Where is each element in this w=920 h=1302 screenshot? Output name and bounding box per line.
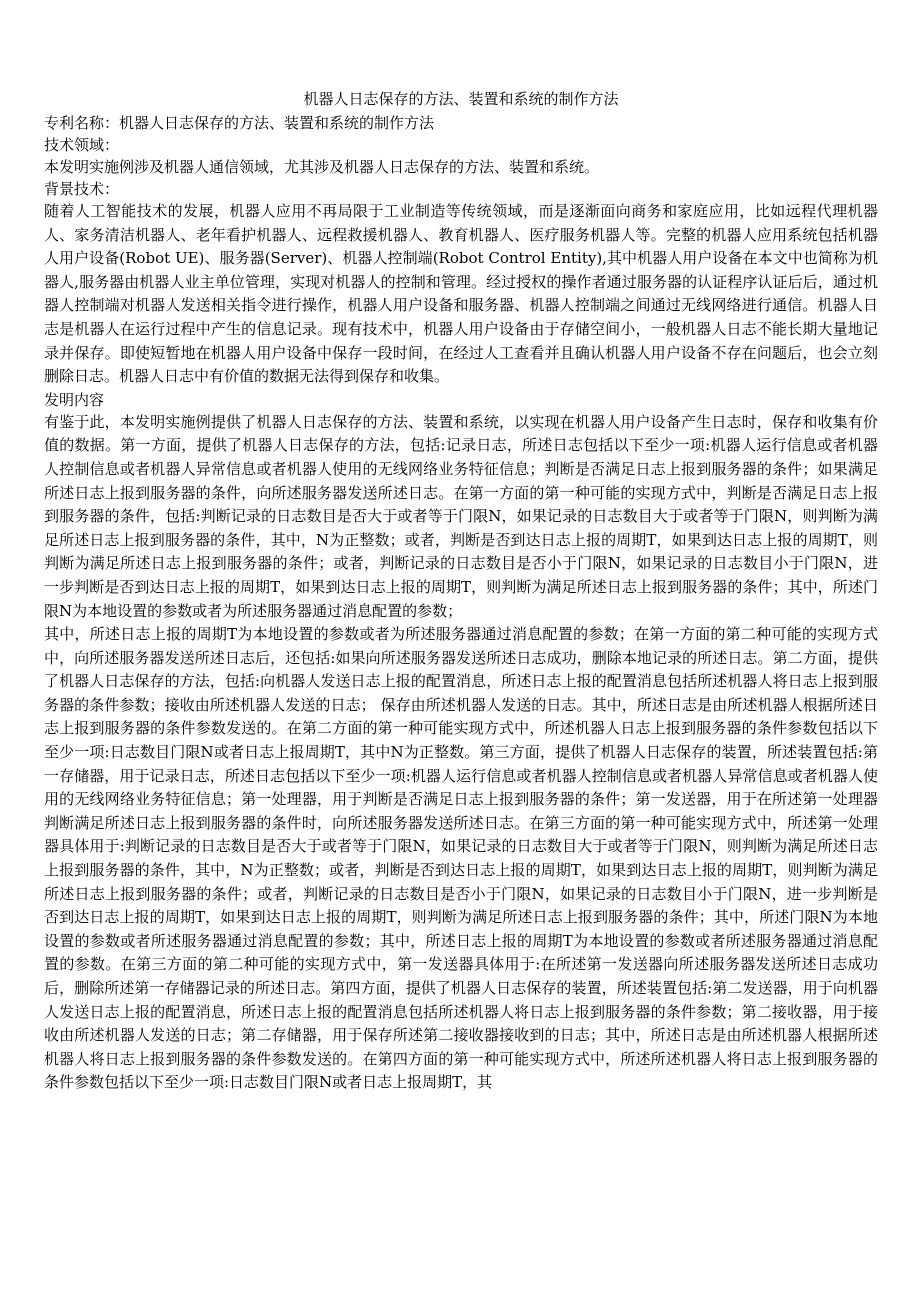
background-heading: 背景技术： — [44, 180, 120, 198]
invention-text-2: 其中，所述日志上报的周期T为本地设置的参数或者为所述服务器通过消息配置的参数；在第一方面的第二种可能的实现方式中，向所述服务器发送所述日志后，还包括:如果向所述服务器发送所述日志成功，删除本地记录的所述日志。第二方面，提供了机器人日志保存的方法，包括:向机器人发送日志上报的配置消息，所述日志上报的配置消息包括所述机器人将日志上报到服务器的条件参数；接收由所述机器人发送的日志； 保存由所述机器人发送的日志。其中，所述日志是由所述机器人根据所述日志上报到服务器的条件参数发送的。在第二方面的第一种可能实现方式中，所述机器人日志上报到服务器的条件参数包括以下至少一项:日志数目门限N或者日志上报周期T，其中N为正整数。第三方面，提供了机器人日志保存的装置，所述装置包括:第一存储器，用于记录日志，所述日志包括以下至少一项:机器人运行信息或者机器人控制信息或者机器人异常信息或者机器人使用的无线网络业务特征信息；第一处理器，用于判断是否满足日志上报到服务器的条件；第一发送器，用于在所述第一处理器判断满足所述日志上报到服务器的条件时，向所述服务器发送所述日志。在第三方面的第一种可能实现方式中，所述第一处理器具体用于:判断记录的日志数目是否大于或者等于门限N，如果记录的日志数目大于或者等于门限N，则判断为满足所述日志上报到服务器的条件，其中，N为正整数；或者，判断是否到达日志上报的周期T，如果到达日志上报的周期T，则判断为满足所述日志上报到服务器的条件；或者，判断记录的日志数目是否小于门限N，如果记录的日志数目小于门限N，进一步判断是否到达日志上报的周期T，如果到达日志上报的周期T，则判断为满足所述日志上报到服务器的条件；其中，所述门限N为本地设置的参数或者所述服务器通过消息配置的参数；其中，所述日志上报的周期T为本地设置的参数或者所述服务器通过消息配置的参数。在第三方面的第二种可能的实现方式中，第一发送器具体用于:在所述第一发送器向所述服务器发送所述日志成功后，删除所述第一存储器记录的所述日志。第四方面，提供了机器人日志保存的装置，所述装置包括:第二发送器，用于向机器人发送日志上报的配置消息，所述日志上报的配置消息包括所述机器人将日志上报到服务器的条件参数；第二接收器，用于接收由所述机器人发送的日志；第二存储器，用于保存所述第二接收器接收到的日志；其中，所述日志是由所述机器人根据所述机器人将日志上报到服务器的条件参数发送的。在第四方面的第一种可能实现方式中，所述所述机器人将日志上报到服务器的条件参数包括以下至少一项:日志数目门限N或者日志上报周期T，其 — [44, 625, 878, 1092]
invention-text-1: 有鉴于此，本发明实施例提供了机器人日志保存的方法、装置和系统，以实现在机器人用户设备产生日志时，保存和收集有价值的数据。第一方面，提供了机器人日志保存的方法，包括:记录日志，所述日志包括以下至少一项:机器人运行信息或者机器人控制信息或者机器人异常信息或者机器人使用的无线网络业务特征信息；判断是否满足日志上报到服务器的条件；如果满足所述日志上报到服务器的条件，向所述服务器发送所述日志。在第一方面的第一种可能的实现方式中，判断是否满足日志上报到服务器的条件，包括:判断记录的日志数目是否大于或者等于门限N，如果记录的日志数目大于或者等于门限N，则判断为满足所述日志上报到服务器的条件，其中，N为正整数；或者，判断是否到达日志上报的周期T，如果到达日志上报的周期T，则判断为满足所述日志上报到服务器的条件；或者，判断记录的日志数目是否小于门限N，如果记录的日志数目小于门限N，进一步判断是否到达日志上报的周期T，如果到达日志上报的周期T，则判断为满足所述日志上报到服务器的条件；其中，所述门限N为本地设置的参数或者为所述服务器通过消息配置的参数； — [44, 412, 878, 620]
background-text: 随着人工智能技术的发展，机器人应用不再局限于工业制造等传统领域，而是逐渐面向商务和家庭应用，比如远程代理机器人、家务清洁机器人、老年看护机器人、远程救援机器人、教育机器人、医疗服务机器人等。完整的机器人应用系统包括机器人用户设备(Robot UE)、服务器(Server)、机器人控制端(Robot Control Entity),其中机器人用户设备在本文中也简称为机器人,服务器由机器人业主单位管理，实现对机器人的控制和管理。经过授权的操作者通过服务器的认证程序认证后后，通过机器人控制端对机器人发送相关指令进行操作，机器人用户设备和服务器、机器人控制端之间通过无线网络进行通信。机器人日志是机器人在运行过程中产生的信息记录。现有技术中，机器人用户设备由于存储空间小，一般机器人日志不能长期大量地记录并保存。即使短暂地在机器人用户设备中保存一段时间，在经过人工查看并且确认机器人用户设备不存在问题后，也会立刻删除日志。机器人日志中有价值的数据无法得到保存和收集。 — [44, 202, 878, 386]
field-heading: 技术领域： — [44, 136, 120, 154]
field-text: 本发明实施例涉及机器人通信领域，尤其涉及机器人日志保存的方法、装置和系统。 — [44, 158, 600, 176]
document-title: 机器人日志保存的方法、装置和系统的制作方法 — [303, 90, 619, 108]
invention-heading: 发明内容 — [44, 390, 105, 409]
patent-name: 专利名称：机器人日志保存的方法、装置和系统的制作方法 — [44, 114, 435, 132]
